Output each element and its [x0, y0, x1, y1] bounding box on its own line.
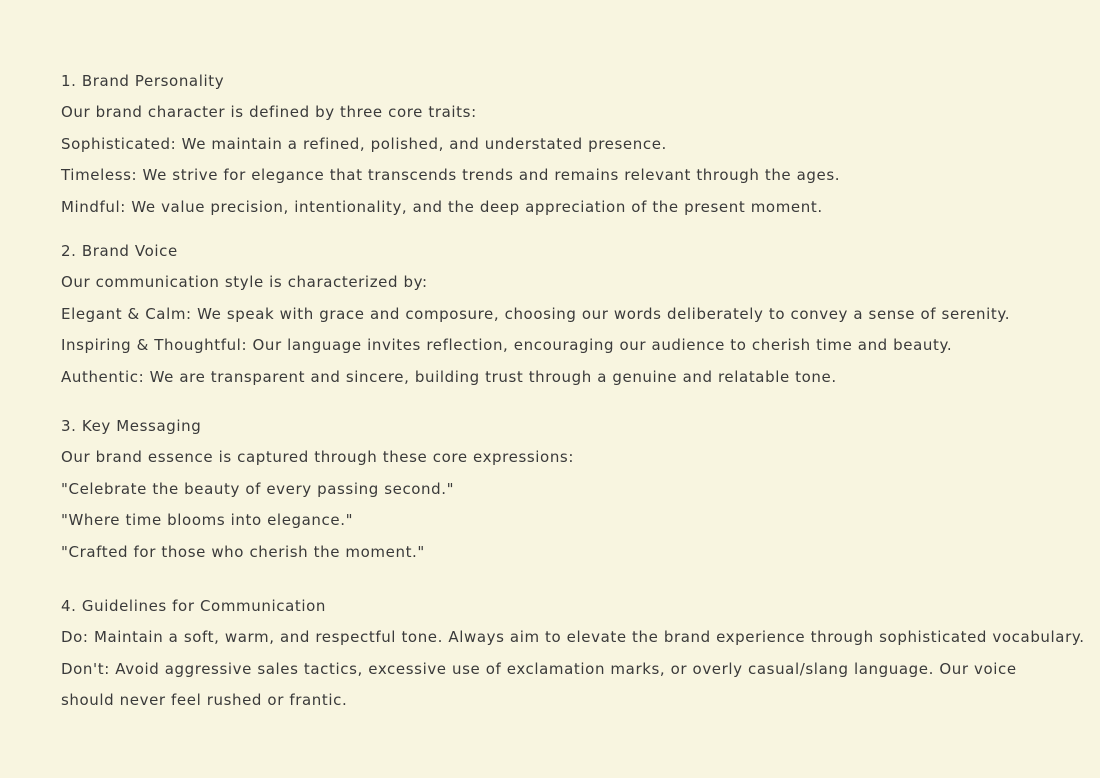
- trait-sophisticated: Sophisticated: We maintain a refined, polished, and understated presence.: [61, 134, 667, 153]
- section-brand-personality: [61, 66, 1060, 223]
- section-intro: Our brand essence is captured through these core expressions:: [61, 448, 574, 467]
- section-heading: 2. Brand Voice: [61, 242, 178, 260]
- voice-inspiring-thoughtful: Inspiring & Thoughtful: Our language invites reflection, encouraging our audience to cherish time and beauty.: [61, 336, 953, 355]
- trait-timeless: Timeless: We strive for elegance that transcends trends and remains relevant through the ages.: [61, 166, 841, 185]
- message-quote: "Crafted for those who cherish the moment.": [61, 542, 425, 561]
- voice-authentic: Authentic: We are transparent and sincere, building trust through a genuine and relatable tone.: [61, 367, 837, 386]
- voice-elegant-calm: Elegant & Calm: We speak with grace and composure, choosing our words deliberately to convey a sense of serenity.: [61, 304, 1011, 323]
- section-communication-guidelines: [61, 591, 1085, 717]
- section-brand-voice: [61, 236, 1060, 393]
- section-heading: 3. Key Messaging: [61, 417, 202, 435]
- section-heading: 1. Brand Personality: [61, 72, 225, 90]
- section-intro: Our brand character is defined by three core traits:: [61, 103, 477, 122]
- guideline-dont: Don't: Avoid aggressive sales tactics, excessive use of exclamation marks, or overly casual/slang language. Our voice should never feel rushed or frantic.: [61, 659, 1017, 710]
- message-quote: "Celebrate the beauty of every passing second.": [61, 479, 455, 498]
- guideline-do: Do: Maintain a soft, warm, and respectful tone. Always aim to elevate the brand experience through sophisticated vocabulary.: [61, 628, 1085, 647]
- section-heading: 4. Guidelines for Communication: [61, 597, 327, 615]
- message-quote: "Where time blooms into elegance.": [61, 511, 354, 530]
- section-key-messaging: [61, 411, 1060, 568]
- section-intro: Our communication style is characterized by:: [61, 273, 428, 292]
- trait-mindful: Mindful: We value precision, intentionality, and the deep appreciation of the present moment.: [61, 197, 823, 216]
